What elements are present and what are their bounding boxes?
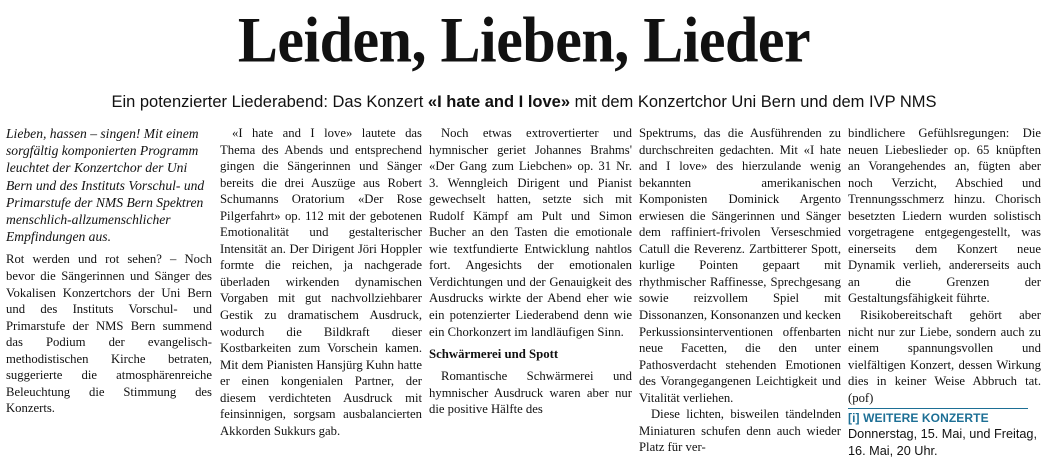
article-column-4 <box>639 125 841 456</box>
info-divider <box>848 408 1028 409</box>
concert-info-box <box>848 408 1041 459</box>
subhead-concert-title: «I hate and I love» <box>427 93 571 111</box>
info-title: WEITERE KONZERTE <box>863 411 989 425</box>
info-heading <box>848 410 1041 426</box>
info-icon: [i] <box>848 411 860 425</box>
headline: Leiden, Lieben, Lieder <box>237 4 811 76</box>
article-subheading: Schwärmerei und Spott <box>429 347 559 362</box>
article-column-3 <box>429 125 632 418</box>
article-paragraph: Spektrums, das die Ausführenden zu durchschreiten gedachten. Mit «I hate and I love» des hierzulande wenig bekannten amerikanischen Komponisten Dominick Argento erwiesen die Sängerinnen und Sänger dem raffiniert-frivolen Verseschmied Catull die Reverenz. Zartbitterer Spott, kurlige Pointen gepaart mit rhythmischer Raffinesse, Sprechgesang sowie reizvollem Spiel mit Dissonanzen, Konsonanzen und kecken Perkussionsinterventionen offenbarten neue Facetten, die den unter Pathosverdacht stehenden Emotionen des Vorangegangenen Leichtigkeit und Vitalität verliehen. <box>639 126 841 405</box>
info-text: Donnerstag, 15. Mai, und Freitag, 16. Mai, 20 Uhr. <box>848 427 1038 458</box>
subhead-text-after: mit dem Konzertchor Uni Bern und dem IVP NMS <box>570 93 937 111</box>
subheadline <box>0 92 1048 112</box>
article-paragraph: bindlichere Gefühlsregungen: Die neuen Liebeslieder op. 65 knüpften an Vorangehendes an, fügten aber noch Verzicht, Abschied und Trennungsschmerz hinzu. Chorisch besetzten Liedern wurden solistisch vorgetragene entgegengestellt, was einerseits dem Konzert neue Dynamik verlieh, andererseits auch an die Grenzen der Gestaltungsfähigkeit führte. <box>848 126 1041 306</box>
article-paragraph: Rot werden und rot sehen? – Noch bevor die Sängerinnen und Sänger des Vokalisen Konzertchors der Uni Bern und des Instituts Vorschul- und Primarstufe der NMS Bern summend das Podium der evangelisch-methodistischen Kirche betraten, suggerierte die atmosphärenreiche Beleuchtung die Stimmung des Konzerts. <box>6 252 212 416</box>
article-paragraph: Risikobereitschaft gehört aber nicht nur zur Liebe, sondern auch zu einem spannungsvollen und vielfältigen Konzert, dessen Wirkung dies in keiner Weise Abbruch tat. (pof) <box>848 308 1041 405</box>
article-lead: Lieben, hassen – singen! Mit einem sorgfältig komponierten Programm leuchtet der Konzertchor der Uni Bern und des Instituts Vorschul- und Primarstufe der NMS Bern Spektren menschlich-allzumenschlicher Empfindungen aus. <box>6 126 205 245</box>
article-column-2 <box>220 125 422 439</box>
article-paragraph: Diese lichten, bisweilen tändelnden Miniaturen schufen denn auch wieder Platz für ver- <box>639 407 841 455</box>
article-column-5 <box>848 125 1041 406</box>
article-column-1 <box>6 125 212 417</box>
article-paragraph: Noch etwas extrovertierter und hymnischer geriet Johannes Brahms' «Der Gang zum Liebchen» op. 31 Nr. 3. Wenngleich Dirigent und Pianist gewechselt hatten, setzte sich mit Rudolf Kämpf am Pult und Simon Bucher an den Tasten die emotionale wie textfundierte Entwicklung nahtlos fort. Angesichts der emotionalen Verdichtungen und der Genauigkeit des Ausdrucks wirkte der Abend eher wie ein potenzierter Liederabend denn wie ein Chorkonzert im landläufigen Sinn. <box>429 126 632 339</box>
subhead-text-before: Ein potenzierter Liederabend: Das Konzert <box>111 93 428 111</box>
article-paragraph: «I hate and I love» lautete das Thema des Abends und entsprechend gingen die Sängerinnen und Sänger bereits die drei Auszüge aus Robert Schumanns Oratorium «Der Rose Pilgerfahrt» op. 112 mit der gebotenen Emotionalität und gestalterischer Intensität an. Der Dirigent Jöri Hoppler formte die reichen, ja nachgerade überladen wirkenden dynamischen Vorgaben mit gut nachvollziehbarer Gestik zu dramatischem Ausdruck, wodurch die Bildkraft dieser Kostbarkeiten zum Vorschein kamen. Mit dem Pianisten Hansjürg Kuhn hatte er einen kongenialen Partner, der diesem verdichteten Ausdruck mit feinsinnigen, sorgsam ausbalancierten Akkorden Sukkurs gab. <box>220 126 422 438</box>
article-paragraph: Romantische Schwärmerei und hymnischer Ausdruck waren aber nur die positive Hälfte des <box>429 369 632 417</box>
